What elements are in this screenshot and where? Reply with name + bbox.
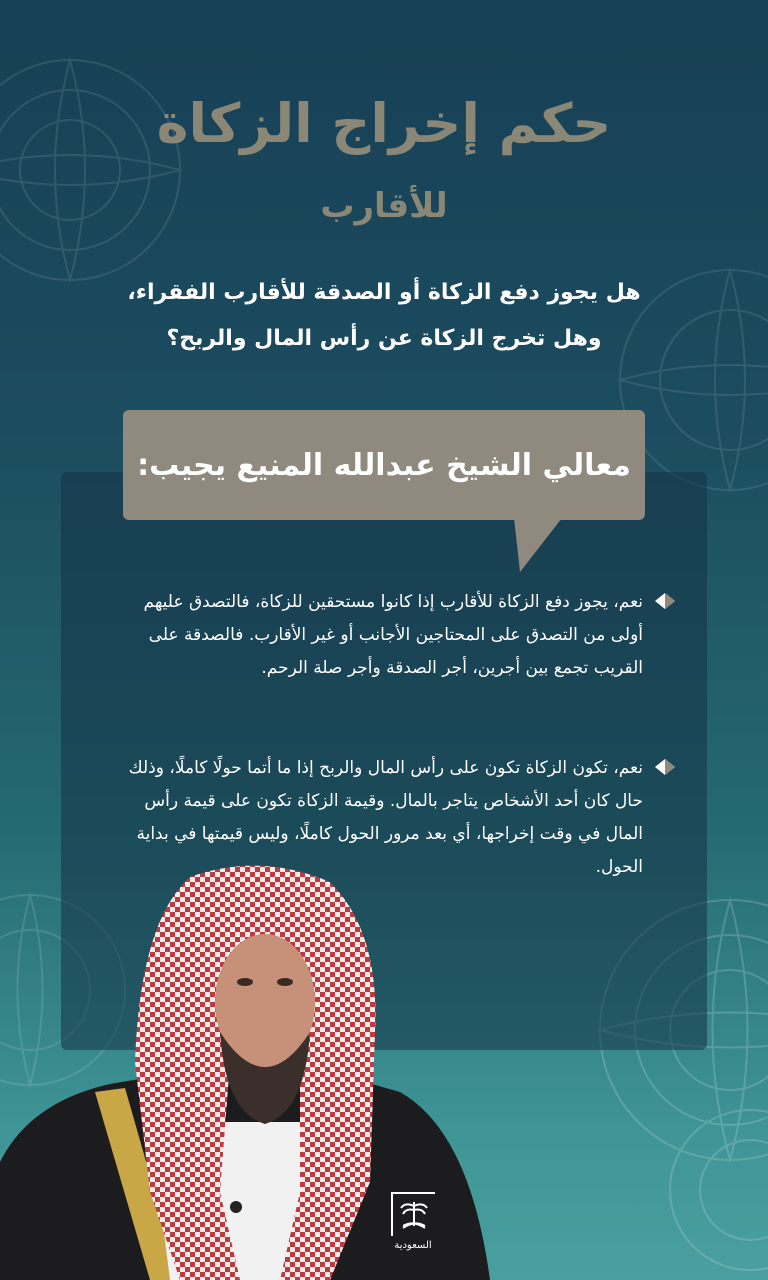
question: [100, 270, 668, 362]
speaker-banner: [123, 410, 645, 520]
ornament-top-left: [0, 40, 200, 300]
logo-frame: [391, 1192, 435, 1236]
question-line-2: وهل تخرج الزكاة عن رأس المال والربح؟: [166, 326, 602, 351]
page-title: حكم إخراج الزكاة: [156, 92, 612, 155]
answer-text-2: نعم، تكون الزكاة تكون على رأس المال والربح إذا ما أتما حولًا كاملًا، وذلك حال كان أحد الأشخاص يتاجر بالمال. وقيمة الزكاة تكون على قيمة رأس المال في وقت إخراجها، أي بعد مرور الحول كاملًا، وليس قيمتها في بداية الحول.: [128, 758, 643, 877]
answer-text-1: نعم، يجوز دفع الزكاة للأقارب إذا كانوا مستحقين للزكاة، فالتصدق عليهم أولى من التصدق على المحتاجين الأجانب أو غير الأقارب. فالصدقة على القريب تجمع بين أجرين، أجر الصدقة وأجر صلة الرحم.: [143, 592, 643, 678]
palm-swords-icon: [395, 1196, 433, 1234]
question-line-1: هل يجوز دفع الزكاة أو الصدقة للأقارب الفقراء،: [127, 280, 641, 305]
answer-item-1: [125, 586, 675, 685]
banner-tail: [514, 518, 564, 574]
logo-text: السعودية: [394, 1240, 432, 1251]
speaker-banner-text: معالي الشيخ عبدالله المنيع يجيب:: [137, 447, 631, 483]
diamond-bullet-icon: [655, 593, 675, 609]
diamond-bullet-icon: [655, 759, 675, 775]
page-subtitle: للأقارب: [320, 186, 448, 226]
saudi-logo: [390, 1192, 436, 1258]
